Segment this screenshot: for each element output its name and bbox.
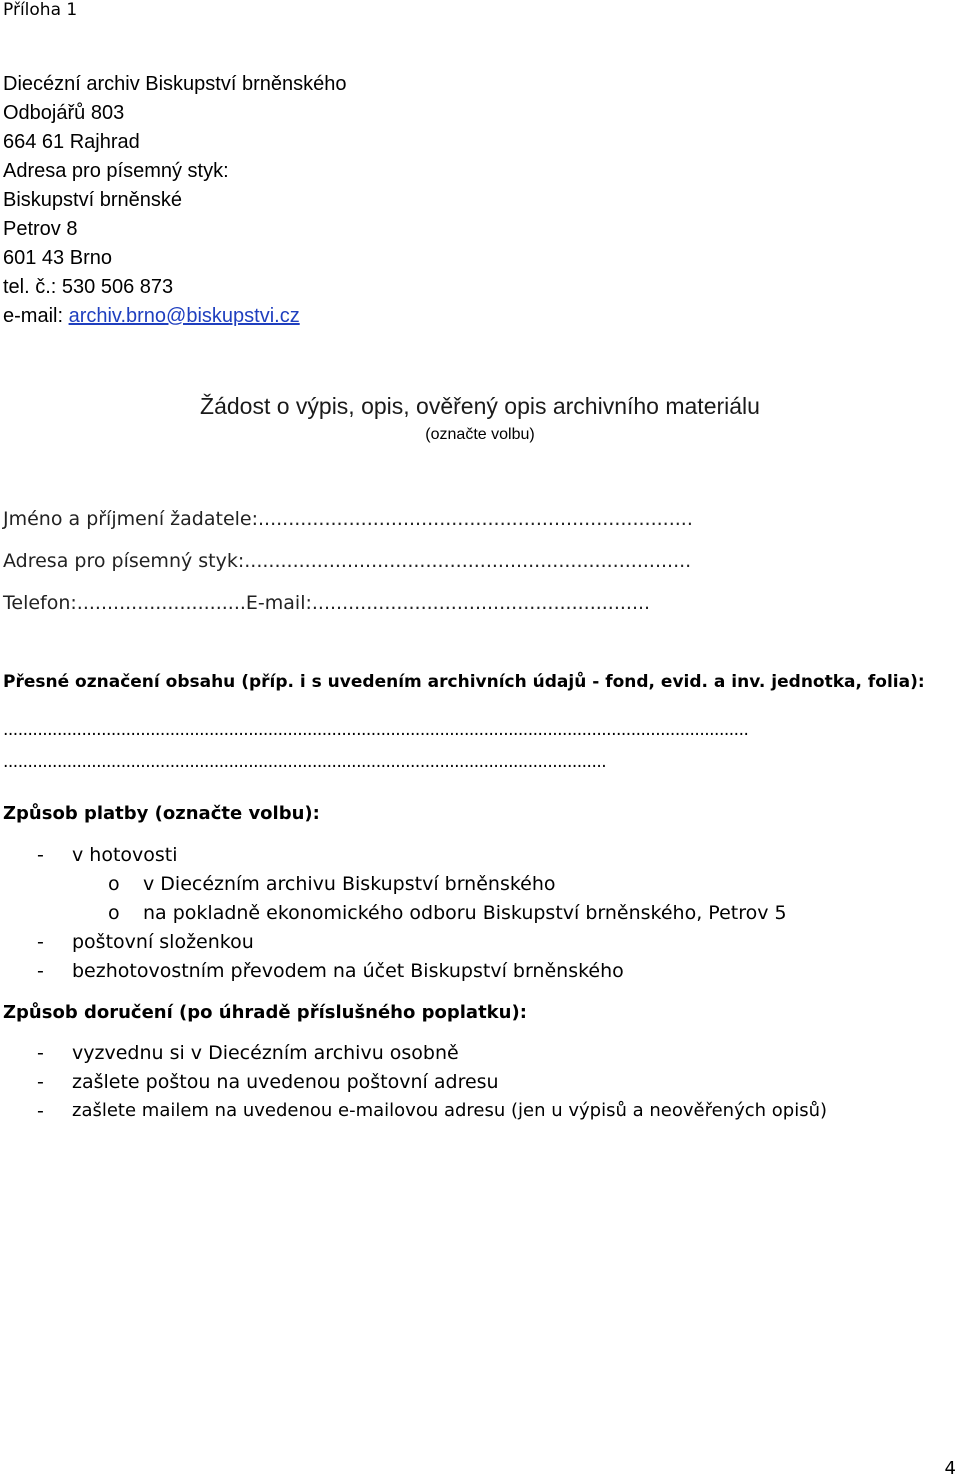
address-line: 664 61 Rajhrad bbox=[3, 131, 140, 153]
address-line: Biskupství brněnské bbox=[3, 189, 182, 211]
list-dash: - bbox=[37, 1042, 44, 1064]
document-title: Žádost o výpis, opis, ověřený opis archivního materiálu bbox=[200, 393, 760, 419]
circle-bullet-icon: o bbox=[108, 902, 120, 924]
content-field-line-2[interactable]: ........................................................................................................................... bbox=[3, 752, 607, 772]
payment-option-transfer[interactable]: bezhotovostním převodem na účet Biskupství brněnského bbox=[72, 960, 624, 982]
list-dash: - bbox=[37, 931, 44, 953]
delivery-option-post[interactable]: zašlete poštou na uvedenou poštovní adresu bbox=[72, 1071, 499, 1093]
email-line bbox=[3, 304, 300, 328]
delivery-option-mail[interactable]: zašlete mailem na uvedenou e-mailovou adresu (jen u výpisů a neověřených opisů) bbox=[72, 1100, 827, 1121]
payment-option-postal[interactable]: poštovní složenkou bbox=[72, 931, 254, 953]
address-line: tel. č.: 530 506 873 bbox=[3, 276, 174, 298]
address-line: Diecézní archiv Biskupství brněnského bbox=[3, 73, 347, 95]
payment-option-cash[interactable]: v hotovosti bbox=[72, 844, 178, 866]
circle-bullet-icon: o bbox=[108, 873, 120, 895]
list-dash: - bbox=[37, 844, 44, 866]
page-number: 4 bbox=[944, 1458, 956, 1479]
correspondence-address-field[interactable]: Adresa pro písemný styk:.......................................................................... bbox=[3, 550, 692, 572]
content-heading: Přesné označení obsahu (příp. i s uvedením archivních údajů - fond, evid. a inv. jednotka, folia): bbox=[3, 672, 925, 692]
address-line: 601 43 Brno bbox=[3, 247, 112, 269]
document-subtitle: (označte volbu) bbox=[425, 426, 535, 443]
payment-suboption-cashdesk[interactable]: na pokladně ekonomického odboru Biskupství brněnského, Petrov 5 bbox=[143, 902, 787, 924]
delivery-option-pickup[interactable]: vyzvednu si v Diecézním archivu osobně bbox=[72, 1042, 459, 1064]
list-dash: - bbox=[37, 1071, 44, 1093]
content-field-line-1[interactable]: ........................................................................................................................................................ bbox=[3, 720, 749, 740]
address-line: Odbojářů 803 bbox=[3, 102, 125, 124]
applicant-name-field[interactable]: Jméno a příjmení žadatele:........................................................................ bbox=[3, 508, 693, 530]
email-link[interactable]: archiv.brno@biskupstvi.cz bbox=[68, 305, 300, 327]
list-dash: - bbox=[37, 960, 44, 982]
payment-heading: Způsob platby (označte volbu): bbox=[3, 803, 320, 824]
delivery-heading: Způsob doručení (po úhradě příslušného poplatku): bbox=[3, 1002, 527, 1023]
phone-email-field[interactable]: Telefon:............................E-mail:........................................................ bbox=[3, 592, 651, 614]
payment-suboption-archive[interactable]: v Diecézním archivu Biskupství brněnského bbox=[143, 873, 556, 895]
address-line: Petrov 8 bbox=[3, 218, 78, 240]
list-dash: - bbox=[37, 1100, 44, 1122]
attachment-label: Příloha 1 bbox=[3, 0, 78, 20]
email-prefix: e-mail: bbox=[3, 305, 69, 327]
address-line: Adresa pro písemný styk: bbox=[3, 160, 229, 182]
